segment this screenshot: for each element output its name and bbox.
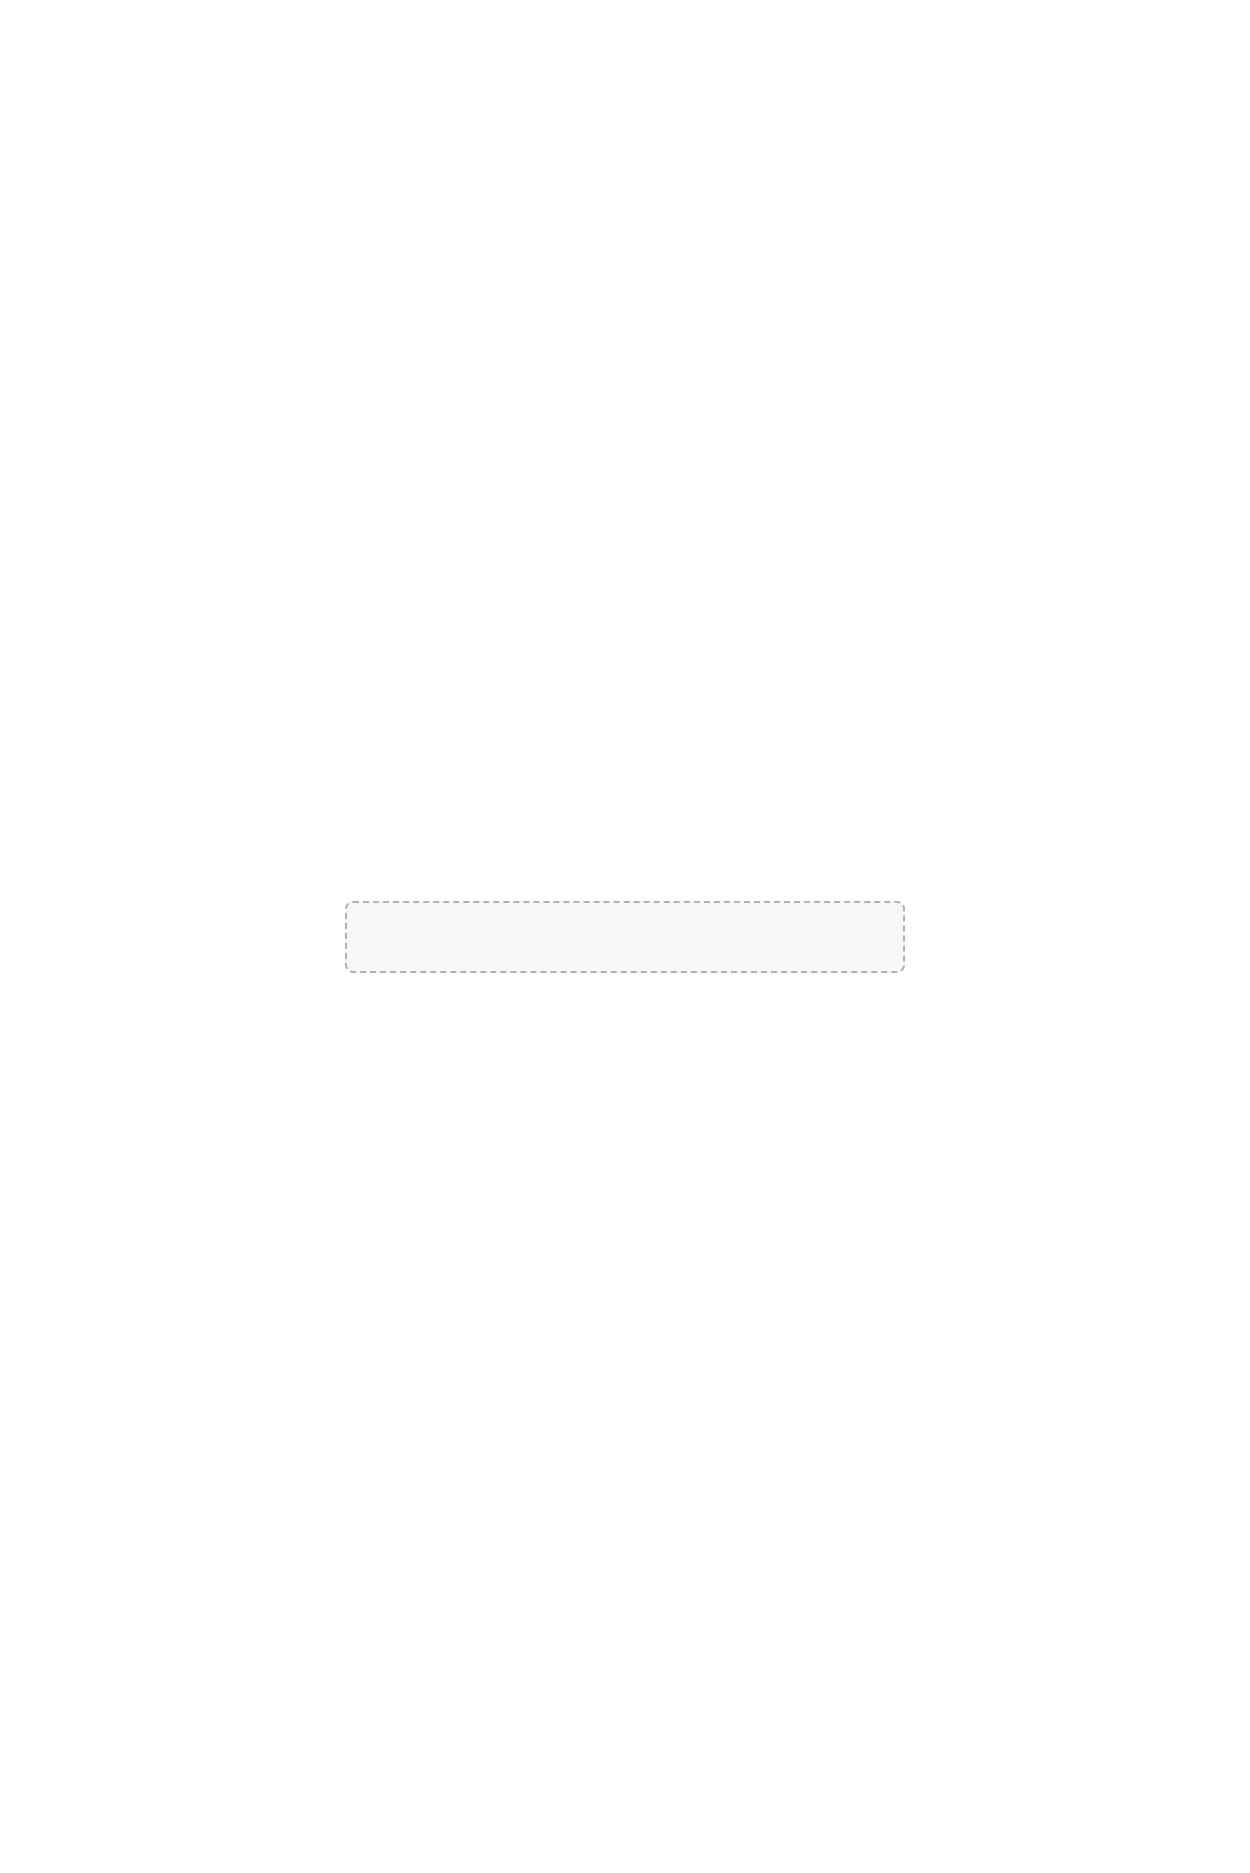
placeholder-panel xyxy=(345,901,905,973)
